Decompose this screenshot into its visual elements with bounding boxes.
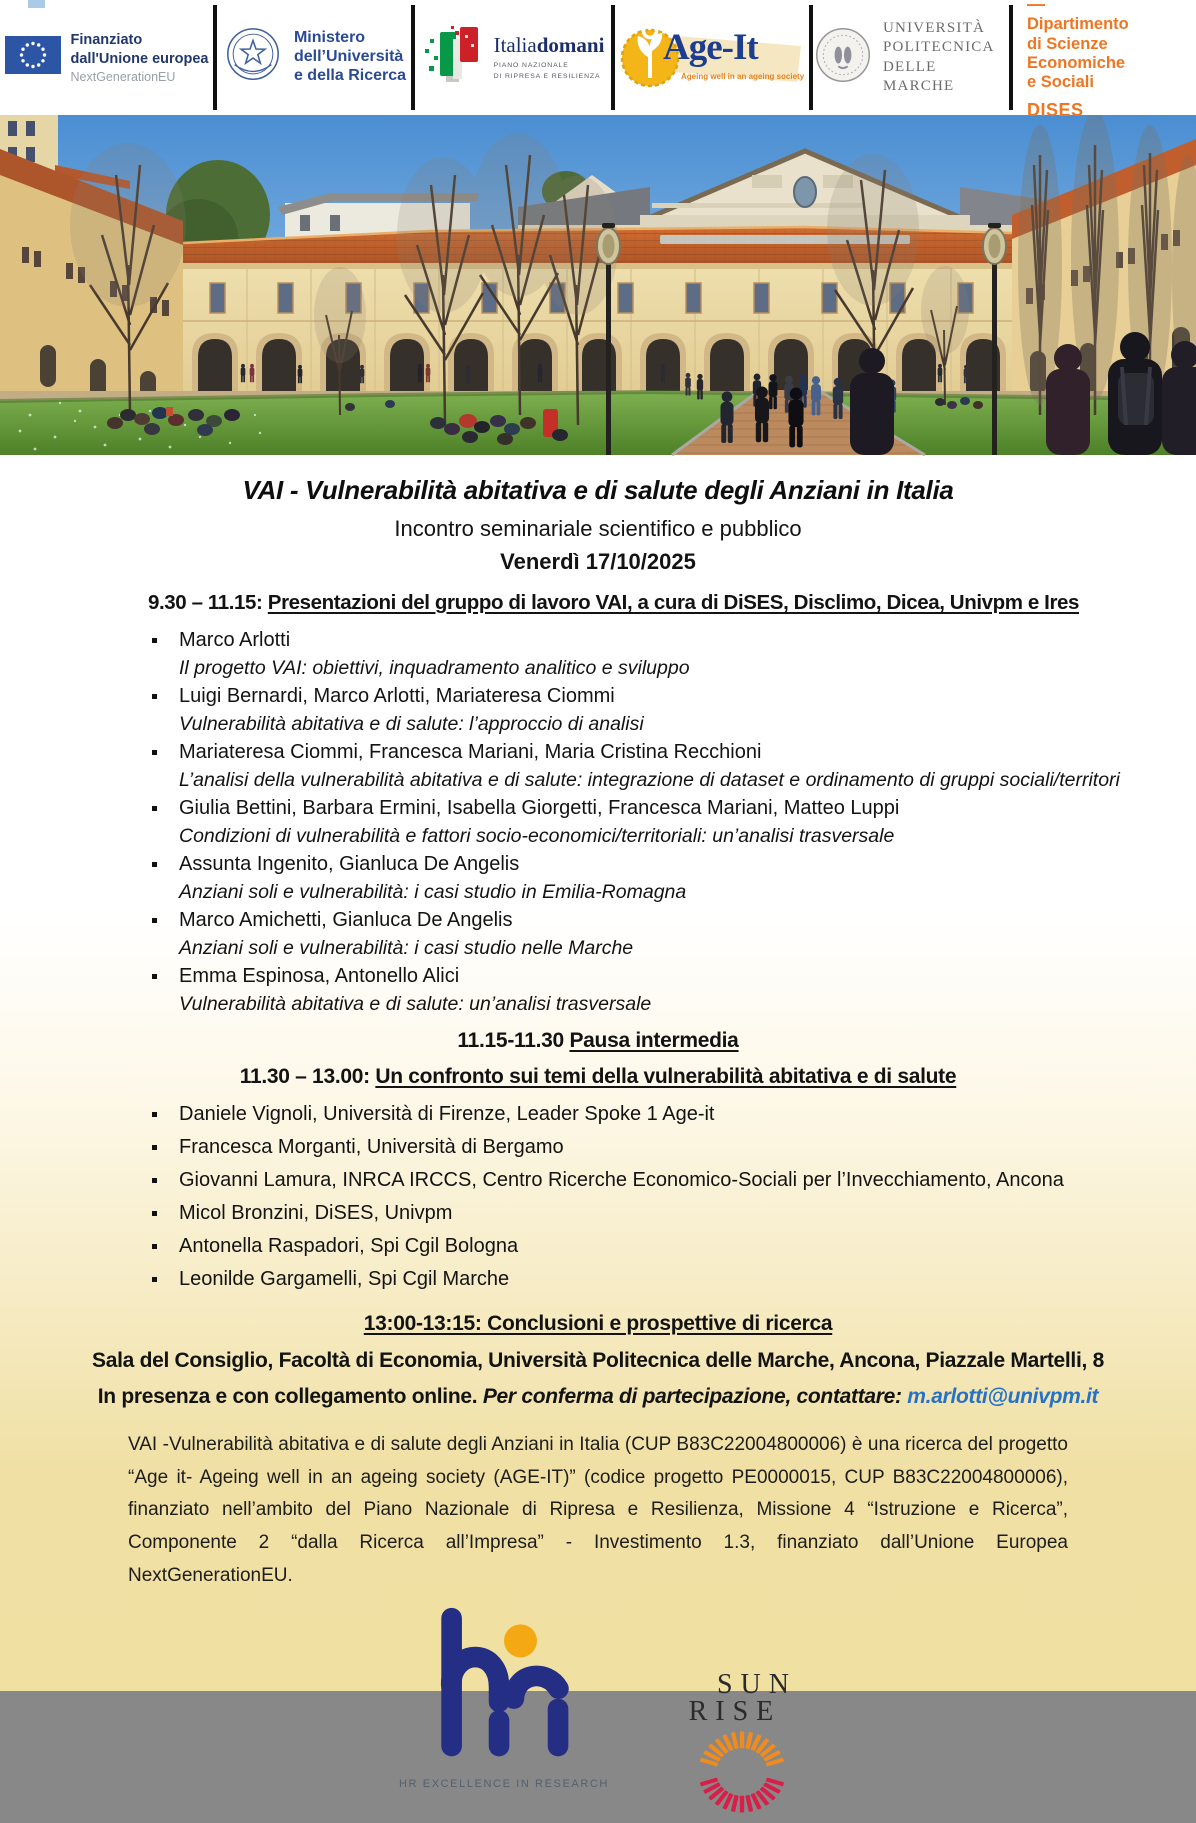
- session1-title: Presentazioni del gruppo di lavoro VAI, a cura di DiSES, Disclimo, Dicea, Univpm e Ires: [267, 591, 1080, 614]
- logo-header: [0, 0, 1196, 120]
- session1-time: 9.30 – 11.15:: [148, 591, 263, 614]
- pause-title: Pausa intermedia: [569, 1029, 739, 1052]
- session2-list: [0, 1101, 1196, 1292]
- sunrise-logo: [687, 1669, 797, 1822]
- bullet-icon: [152, 974, 157, 979]
- bullet-icon: [152, 638, 157, 643]
- hr-excellence-caption: HR EXCELLENCE IN RESEARCH: [399, 1778, 609, 1791]
- list-item: Assunta Ingenito, Gianluca De Angelis Anziani soli e vulnerabilità: i casi studio in Emilia-Romagna: [148, 851, 1156, 905]
- campus-photo: [0, 115, 1196, 455]
- conclusions-title: 13:00-13:15: Conclusioni e prospettive di ricerca: [363, 1312, 833, 1335]
- dises-text: — Dipartimento di Scienze Economiche e Sociali DISES: [1027, 0, 1129, 120]
- ministero-logo: [217, 0, 411, 115]
- event-date: Venerdì 17/10/2025: [500, 549, 696, 574]
- list-item: Marco Arlotti Il progetto VAI: obiettivi, inquadramento analitico e sviluppo: [148, 627, 1156, 681]
- bullet-icon: [152, 1178, 157, 1183]
- eu-flag-icon: [5, 36, 61, 79]
- pause-time: 11.15-11.30: [457, 1029, 564, 1052]
- pause-heading: [0, 1029, 1196, 1053]
- eu-funding-logo: [0, 0, 213, 115]
- event-subtitle: Incontro seminariale scientifico e pubblico: [394, 516, 802, 541]
- italiadomani-logo: [415, 0, 611, 115]
- bullet-icon: [152, 918, 157, 923]
- hr-excellence-logo: [399, 1606, 609, 1790]
- sunrise-rays-icon: [692, 1726, 792, 1823]
- ageit-tagline: Ageing well in an ageing society: [681, 71, 805, 81]
- session2-heading: [0, 1065, 1196, 1089]
- footer-logos: [0, 1606, 1196, 1822]
- venue-location: Sala del Consiglio, Facoltà di Economia, Università Politecnica delle Marche, Ancona, Piazzale Martelli, 8: [92, 1349, 1104, 1372]
- bullet-icon: [152, 750, 157, 755]
- italy-emblem-icon: [222, 24, 284, 91]
- italiadomani-flag-icon: [422, 25, 484, 90]
- bullet-icon: [152, 694, 157, 699]
- list-item: Giulia Bettini, Barbara Ermini, Isabella Giorgetti, Francesca Mariani, Matteo Luppi Condizioni di vulnerabilità e fattori socio-economici/territoriali: un’analisi trasversale: [148, 795, 1156, 849]
- bullet-icon: [152, 1112, 157, 1117]
- univpm-text: UNIVERSITÀ POLITECNICA DELLE MARCHE: [883, 19, 995, 94]
- italiadomani-text: Italiadomani PIANO NAZIONALE DI RIPRESA E RESILIENZA: [493, 33, 605, 80]
- list-item: Marco Amichetti, Gianluca De Angelis Anziani soli e vulnerabilità: i casi studio nelle Marche: [148, 907, 1156, 961]
- list-item: Francesca Morganti, Università di Bergamo: [148, 1134, 1156, 1160]
- sunrise-word-rise: RISE: [688, 1695, 782, 1727]
- list-item: Antonella Raspadori, Spi Cgil Bologna: [148, 1233, 1156, 1259]
- conclusions-heading: [0, 1312, 1196, 1336]
- bullet-icon: [152, 1244, 157, 1249]
- bullet-icon: [152, 1145, 157, 1150]
- ageit-brand-text: Age-It: [663, 26, 758, 68]
- list-item: Daniele Vignoli, Università di Firenze, Leader Spoke 1 Age-it: [148, 1101, 1156, 1127]
- funding-note: VAI -Vulnerabilità abitativa e di salute degli Anziani in Italia (CUP B83C22004800006) è una ricerca del progetto “Age it- Ageing well in an ageing society (AGE-IT)” (codice progetto PE0000015, CUP B83C22004800006), finanziato nell’ambito del Piano Nazionale di Ripresa e Resilienza, Missione 4 “Istruzione e Ricerca”, Componente 2 “dalla Ricerca all’Impresa” - Investimento 1.3, finanziato dall’Unione Europea NextGenerationEU.: [128, 1434, 1068, 1586]
- bullet-icon: [152, 1277, 157, 1282]
- dises-logo: [1013, 0, 1192, 120]
- list-item: Mariateresa Ciommi, Francesca Mariani, Maria Cristina Recchioni L’analisi della vulnerabilità abitativa e di salute: integrazione di dataset e ordinamento di gruppi sociali/territori: [148, 739, 1156, 793]
- session2-time: 11.30 – 13.00:: [239, 1065, 370, 1088]
- attendance-mode: In presenza e con collegamento online.: [97, 1385, 478, 1408]
- list-item: Emma Espinosa, Antonello Alici Vulnerabilità abitativa e di salute: un’analisi trasversale: [148, 963, 1156, 1017]
- sunrise-word-sun: SUN: [716, 1669, 797, 1701]
- contact-label: Per conferma di partecipazione, contattare:: [482, 1385, 902, 1408]
- list-item: Leonilde Gargamelli, Spi Cgil Marche: [148, 1266, 1156, 1292]
- list-item: Luigi Bernardi, Marco Arlotti, Mariateresa Ciommi Vulnerabilità abitativa e di salute: l’approccio di analisi: [148, 683, 1156, 737]
- contact-email-link[interactable]: m.arlotti@univpm.it: [907, 1385, 1099, 1408]
- eu-funding-text: Finanziato dall'Unione europea NextGenerationEU: [70, 32, 209, 84]
- participation-line: [0, 1385, 1196, 1409]
- session1-list: [0, 627, 1196, 1017]
- ageit-logo: [615, 0, 809, 115]
- corner-artifact: [28, 0, 45, 8]
- bullet-icon: [152, 862, 157, 867]
- bullet-icon: [152, 806, 157, 811]
- ministero-text: Ministero dell’Università e della Ricerca: [293, 29, 407, 84]
- hr-excellence-icon: [438, 1606, 570, 1764]
- univpm-logo: [813, 0, 1009, 115]
- event-title: VAI - Vulnerabilità abitativa e di salute degli Anziani in Italia: [242, 475, 954, 505]
- list-item: Micol Bronzini, DiSES, Univpm: [148, 1200, 1156, 1226]
- bullet-icon: [152, 1211, 157, 1216]
- list-item: Giovanni Lamura, INRCA IRCCS, Centro Ricerche Economico-Sociali per l’Invecchiamento, Ancona: [148, 1167, 1156, 1193]
- session1-heading: [0, 591, 1196, 615]
- univpm-seal-icon: [813, 25, 873, 90]
- session2-title: Un confronto sui temi della vulnerabilità abitativa e di salute: [375, 1065, 957, 1088]
